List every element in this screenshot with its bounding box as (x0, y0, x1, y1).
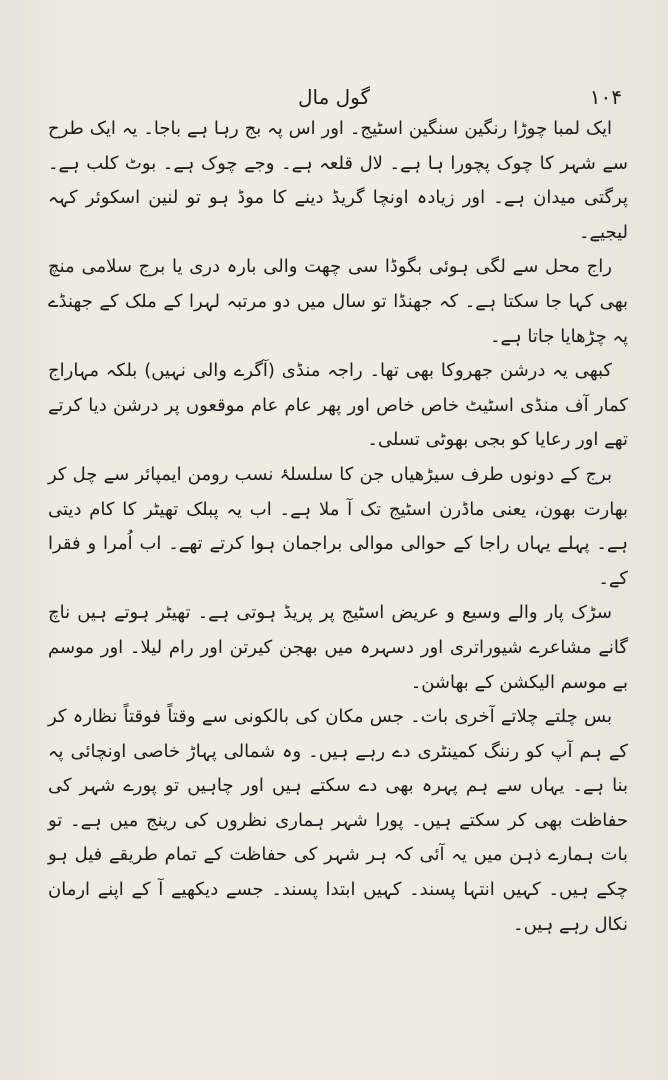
page-header (0, 82, 668, 112)
paragraph: راج محل سے لگی ہوئی بگوڈا سی چھت والی بارہ دری یا برج سلامی منچ بھی کہا جا سکتا ہے۔ کہ جھنڈا تو سال میں دو مرتبہ لہرا کے ملک کے جھنڈے پہ چڑھایا جاتا ہے۔ (48, 256, 628, 347)
body-text (48, 112, 628, 942)
paragraph: ایک لمبا چوڑا رنگین سنگین اسٹیج۔ اور اس پہ بج رہا ہے باجا۔ یہ ایک طرح سے شہر کا چوک پچورا ہا ہے۔ لال قلعہ ہے۔ وجے چوک ہے۔ بوٹ کلب ہے۔ پرگتی میدان ہے۔ اور زیادہ اونچا گریڈ دینے کا موڈ ہو تو لنین اسکوئر کہہ لیجیے۔ (48, 118, 628, 243)
paragraph: کبھی یہ درشن جھروکا بھی تھا۔ راجہ منڈی (آگرے والی نہیں) بلکہ مہاراج کمار آف منڈی اسٹیٹ خاص خاص اور پھر عام عام موقعوں پر درشن دیا کرتے تھے اور رعایا کو بجی بھوٹی تسلی۔ (48, 360, 628, 451)
page-number: ۱۰۴ (589, 85, 622, 109)
paragraph: برج کے دونوں طرف سیڑھیاں جن کا سلسلۂ نسب رومن ایمپائر سے چل کر بھارت بھون، یعنی ماڈرن اسٹیج تک آ ملا ہے۔ اب یہ پبلک تھیٹر کا کام دیتی ہے۔ پہلے یہاں راجا کے حوالی موالی براجمان ہوا کرتے تھے۔ اب اُمرا و فقرا کے۔ (48, 463, 628, 589)
paragraph: بس چلتے چلاتے آخری بات۔ جس مکان کی بالکونی سے وقتاً فوقتاً نظارہ کر کے ہم آپ کو رننگ کمینٹری دے رہے ہیں۔ وہ شمالی پہاڑ خاصی اونچائی پہ بنا ہے۔ یہاں سے ہم پہرہ بھی دے سکتے ہیں اور چاہیں تو پورے شہر کی حفاظت بھی کر سکتے ہیں۔ پورا شہر ہماری نظروں کی رینج میں ہے۔ تو بات ہمارے ذہن میں یہ آئی کہ ہر شہر کی حفاظت کے تمام طریقے فیل ہو چکے ہیں۔ کہیں انتہا پسند۔ کہیں ابتدا پسند۔ جسے دیکھیے آ کے اپنے ارمان نکال رہے ہیں۔ (48, 706, 628, 935)
paragraph: سڑک پار والے وسیع و عریض اسٹیج پر پریڈ ہوتی ہے۔ تھیٹر ہوتے ہیں ناچ گانے مشاعرے شیوراتری اور دسہرہ میں بھجن کیرتن اور رام لیلا۔ اور موسم بے موسم الیکشن کے بھاشن۔ (48, 602, 628, 693)
running-title: گول مال (297, 85, 371, 109)
